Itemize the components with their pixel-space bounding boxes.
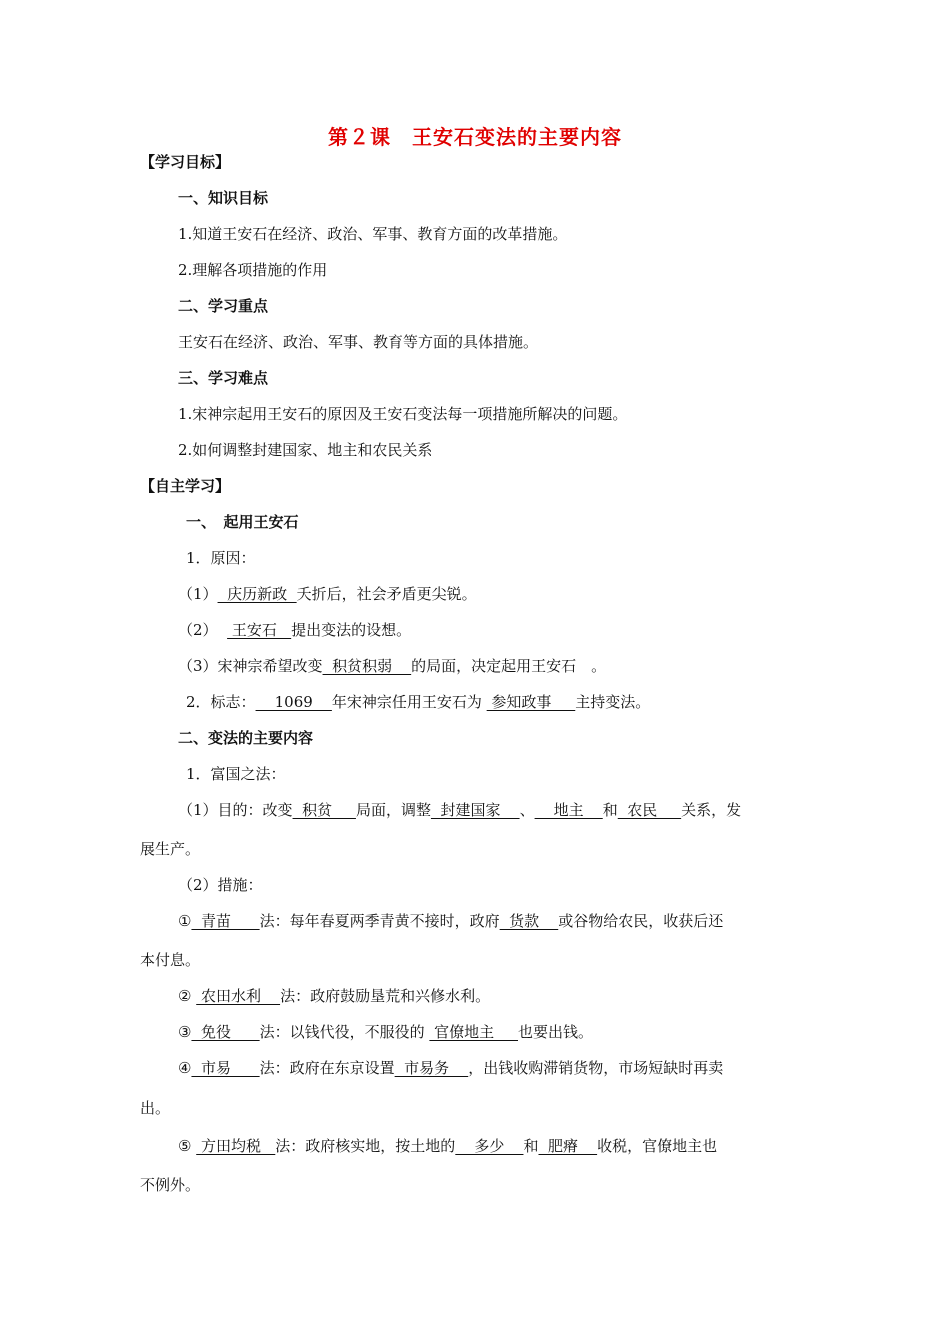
knowledge-goal-1: 1.知道王安石在经济、政治、军事、教育方面的改革措施。 <box>178 225 568 243</box>
knowledge-goal-2: 2.理解各项措施的作用 <box>178 261 328 279</box>
measure-4 <box>178 1057 723 1079</box>
measure-3-middle: 法：以钱代役，不服役的 <box>259 1023 430 1041</box>
reason-1-answer: 庆历新政 <box>217 585 297 603</box>
measure-4-middle: 法：政府在东京设置 <box>259 1059 395 1077</box>
reason-3-suffix: 的局面，决定起用王安石 。 <box>411 657 607 675</box>
measure-1-marker: ① <box>178 912 192 930</box>
measure-1-continuation: 本付息。 <box>140 951 201 969</box>
reason-3-prefix: （3）宋神宗希望改变 <box>178 657 323 675</box>
sign-year-answer: 1069 <box>255 693 332 711</box>
reason-3 <box>178 655 606 677</box>
purpose-middle-2: 、 <box>519 801 535 819</box>
measure-4-answer-2: 市易务 <box>394 1059 469 1077</box>
purpose-answer-3: 地主 <box>534 801 603 819</box>
purpose-suffix: 关系，发 <box>681 801 742 819</box>
measure-1 <box>178 910 723 932</box>
measure-2-answer: 农田水利 <box>196 987 281 1005</box>
purpose-answer-2: 封建国家 <box>430 801 520 819</box>
reason-2-prefix: （2） <box>178 621 228 639</box>
reason-1-suffix: 夭折后，社会矛盾更尖锐。 <box>296 585 477 603</box>
measure-5-middle-2: 和 <box>523 1137 539 1155</box>
section-goals-header: 【学习目标】 <box>140 153 231 171</box>
measure-1-answer-2: 货款 <box>499 912 559 930</box>
measure-5 <box>178 1135 717 1157</box>
measure-3-answer-1: 免役 <box>191 1023 260 1041</box>
reason-2-suffix: 提出变法的设想。 <box>291 621 412 639</box>
sign-middle: 年宋神宗任用王安石为 <box>331 693 487 711</box>
difficulty-2: 2.如何调整封建国家、地主和农民关系 <box>178 441 433 459</box>
reason-1-prefix: （1） <box>178 585 218 603</box>
rise-of-wang-anshi-header: 一、 起用王安石 <box>186 513 299 531</box>
measure-3-suffix: 也要出钱。 <box>518 1023 594 1041</box>
measure-5-answer-1: 方田均税 <box>196 1137 276 1155</box>
purpose-middle-1: 局面，调整 <box>355 801 431 819</box>
reason-label: 1．原因： <box>186 549 256 567</box>
sign-line <box>186 691 650 713</box>
measure-1-middle: 法：每年春夏两季青黄不接时，政府 <box>259 912 500 930</box>
measure-5-marker: ⑤ <box>178 1137 197 1155</box>
measure-4-marker: ④ <box>178 1059 192 1077</box>
focus-text: 王安石在经济、政治、军事、教育等方面的具体措施。 <box>178 333 539 351</box>
purpose-continuation: 展生产。 <box>140 840 201 858</box>
purpose-line <box>178 799 741 821</box>
measure-3-answer-2: 官僚地主 <box>429 1023 518 1041</box>
lesson-title: 第２课 王安石变法的主要内容 <box>328 125 622 149</box>
purpose-answer-1: 积贫 <box>292 801 356 819</box>
focus-header: 二、学习重点 <box>178 297 269 315</box>
purpose-answer-4: 农民 <box>617 801 682 819</box>
measure-2 <box>178 985 490 1007</box>
measures-label: （2）措施： <box>178 876 263 894</box>
measure-3 <box>178 1021 593 1043</box>
reform-content-header: 二、变法的主要内容 <box>178 729 314 747</box>
measure-2-suffix: 法：政府鼓励垦荒和兴修水利。 <box>280 987 491 1005</box>
reason-3-answer: 积贫积弱 <box>322 657 412 675</box>
purpose-prefix: （1）目的：改变 <box>178 801 293 819</box>
section-self-study-header: 【自主学习】 <box>140 477 231 495</box>
reason-2-answer: 王安石 <box>227 621 292 639</box>
measure-4-continuation: 出。 <box>140 1099 171 1117</box>
fuguo-label: 1．富国之法： <box>186 765 286 783</box>
measure-2-marker: ② <box>178 987 197 1005</box>
measure-5-suffix: 收税，官僚地主也 <box>597 1137 718 1155</box>
reason-2 <box>178 619 411 641</box>
measure-5-answer-3: 肥瘠 <box>538 1137 598 1155</box>
difficulty-1: 1.宋神宗起用王安石的原因及王安石变法每一项措施所解决的问题。 <box>178 405 628 423</box>
measure-1-answer-1: 青苗 <box>191 912 260 930</box>
measure-1-suffix: 或谷物给农民，收获后还 <box>558 912 724 930</box>
purpose-middle-3: 和 <box>602 801 618 819</box>
reason-1 <box>178 583 477 605</box>
knowledge-goals-header: 一、知识目标 <box>178 189 269 207</box>
measure-4-suffix: ，出钱收购滞销货物，市场短缺时再卖 <box>468 1059 724 1077</box>
measure-3-marker: ③ <box>178 1023 192 1041</box>
sign-prefix: 2．标志： <box>186 693 256 711</box>
measure-5-middle-1: 法：政府核实地，按土地的 <box>275 1137 456 1155</box>
sign-suffix: 主持变法。 <box>575 693 651 711</box>
measure-5-answer-2: 多少 <box>455 1137 524 1155</box>
measure-5-continuation: 不例外。 <box>140 1176 201 1194</box>
difficulty-header: 三、学习难点 <box>178 369 269 387</box>
measure-4-answer-1: 市易 <box>191 1059 260 1077</box>
sign-office-answer: 参知政事 <box>486 693 576 711</box>
